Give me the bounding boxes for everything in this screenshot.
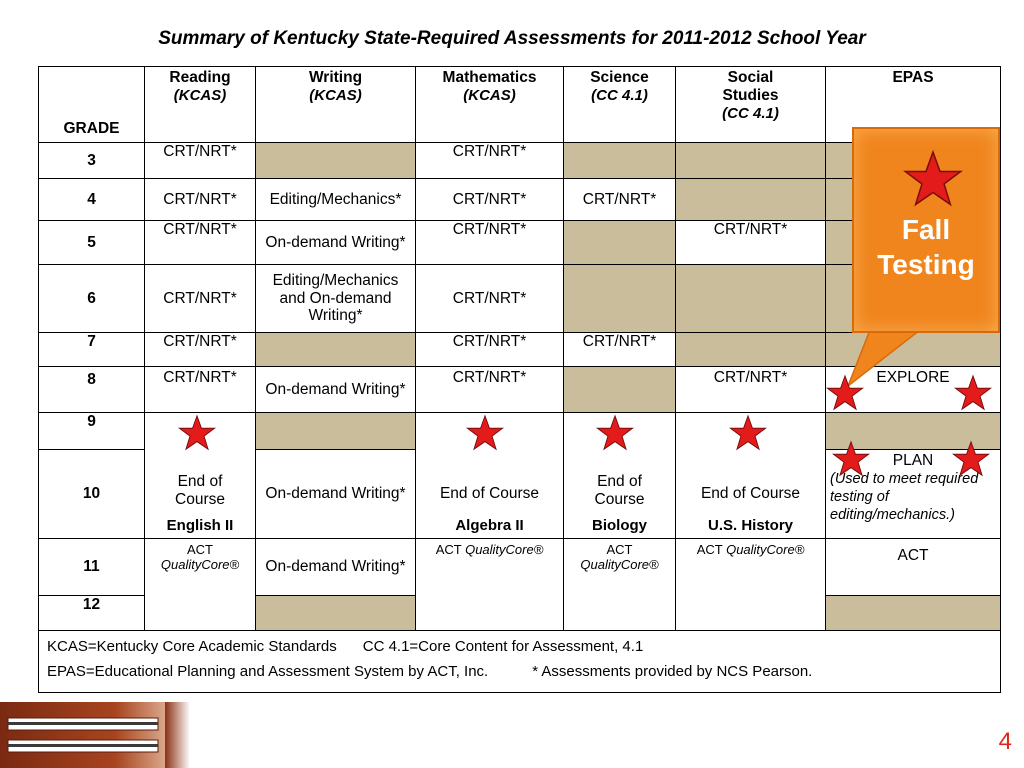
empty-cell bbox=[676, 333, 826, 367]
reading-cell: CRT/NRT* bbox=[145, 265, 256, 333]
star-icon bbox=[596, 414, 634, 452]
grade-cell: 9 bbox=[39, 413, 145, 450]
empty-cell bbox=[256, 596, 416, 631]
empty-cell bbox=[826, 596, 1001, 631]
empty-cell bbox=[676, 143, 826, 179]
grade-cell: 3 bbox=[39, 143, 145, 179]
social-act-cell: ACT QualityCore® bbox=[676, 539, 826, 631]
star-icon bbox=[729, 414, 767, 452]
writing-cell: On-demand Writing* bbox=[256, 450, 416, 539]
science-cell: CRT/NRT* bbox=[564, 333, 676, 367]
footer-row bbox=[39, 631, 1001, 693]
writing-cell: On-demand Writing* bbox=[256, 367, 416, 413]
empty-cell bbox=[676, 179, 826, 221]
writing-cell: Editing/Mechanics and On-demand Writing* bbox=[256, 265, 416, 333]
cc-note: CC 4.1=Core Content for Assessment, 4.1 bbox=[362, 638, 644, 655]
writing-cell: On-demand Writing* bbox=[256, 221, 416, 265]
reading-act-cell: ACT QualityCore® bbox=[145, 539, 256, 631]
grade-cell: 5 bbox=[39, 221, 145, 265]
page-number: 4 bbox=[998, 728, 1012, 755]
epas-header: EPAS bbox=[826, 67, 1001, 143]
epas-explore-cell: EXPLORE bbox=[826, 367, 1001, 413]
epas-act-cell: ACT bbox=[826, 539, 1001, 596]
grade-cell: 11 bbox=[39, 539, 145, 596]
star-icon bbox=[954, 374, 992, 412]
grade-cell: 8 bbox=[39, 367, 145, 413]
math-act-cell: ACT QualityCore® bbox=[416, 539, 564, 631]
writing-cell: Editing/Mechanics* bbox=[256, 179, 416, 221]
math-cell: CRT/NRT* bbox=[416, 333, 564, 367]
reading-header: Reading (KCAS) bbox=[145, 67, 256, 143]
reading-cell: CRT/NRT* bbox=[145, 221, 256, 265]
epas-plan-cell: PLAN (Used to meet required testing of editing/mechanics.) bbox=[826, 450, 1001, 539]
star-icon bbox=[826, 374, 864, 412]
writing-header: Writing (KCAS) bbox=[256, 67, 416, 143]
reading-cell: CRT/NRT* bbox=[145, 367, 256, 413]
writing-cell: On-demand Writing* bbox=[256, 539, 416, 596]
star-icon bbox=[466, 414, 504, 452]
page-title: Summary of Kentucky State-Required Assessments for 2011-2012 School Year bbox=[158, 28, 866, 49]
science-cell: CRT/NRT* bbox=[564, 179, 676, 221]
social-cell: CRT/NRT* bbox=[676, 221, 826, 265]
empty-cell bbox=[676, 265, 826, 333]
social-cell: CRT/NRT* bbox=[676, 367, 826, 413]
kcas-note: KCAS=Kentucky Core Academic Standards bbox=[47, 638, 337, 655]
grade-cell: 4 bbox=[39, 179, 145, 221]
reading-cell: CRT/NRT* bbox=[145, 143, 256, 179]
fall-testing-label: Fall Testing bbox=[877, 214, 975, 280]
science-eoc-cell: End of Course Biology bbox=[564, 413, 676, 539]
pearson-note: * Assessments provided by NCS Pearson. bbox=[532, 662, 813, 680]
math-header: Mathematics (KCAS) bbox=[416, 67, 564, 143]
empty-cell bbox=[564, 221, 676, 265]
star-icon bbox=[832, 440, 870, 478]
empty-cell bbox=[256, 143, 416, 179]
grade-cell: 7 bbox=[39, 333, 145, 367]
grade-cell: 6 bbox=[39, 265, 145, 333]
grade-cell: 10 bbox=[39, 450, 145, 539]
math-cell: CRT/NRT* bbox=[416, 179, 564, 221]
social-eoc-cell: End of Course U.S. History bbox=[676, 413, 826, 539]
decorative-bars-logo bbox=[0, 702, 190, 768]
social-studies-header: Social Studies (CC 4.1) bbox=[676, 67, 826, 143]
empty-cell bbox=[256, 333, 416, 367]
empty-cell bbox=[564, 143, 676, 179]
math-cell: CRT/NRT* bbox=[416, 143, 564, 179]
star-icon bbox=[903, 150, 963, 208]
science-act-cell: ACT QualityCore® bbox=[564, 539, 676, 631]
legend-footer bbox=[39, 631, 1001, 693]
empty-cell bbox=[564, 265, 676, 333]
epas-note: EPAS=Educational Planning and Assessment System by ACT, Inc. bbox=[47, 662, 489, 680]
empty-cell bbox=[564, 367, 676, 413]
grade-header: GRADE bbox=[39, 67, 145, 143]
science-header: Science (CC 4.1) bbox=[564, 67, 676, 143]
grade-cell: 12 bbox=[39, 596, 145, 631]
star-icon bbox=[178, 414, 216, 452]
math-cell: CRT/NRT* bbox=[416, 367, 564, 413]
math-eoc-cell: End of Course Algebra II bbox=[416, 413, 564, 539]
empty-cell bbox=[256, 413, 416, 450]
table-row bbox=[39, 539, 1001, 596]
reading-cell: CRT/NRT* bbox=[145, 179, 256, 221]
reading-cell: CRT/NRT* bbox=[145, 333, 256, 367]
star-icon bbox=[952, 440, 990, 478]
reading-eoc-cell: End of Course English II bbox=[145, 413, 256, 539]
math-cell: CRT/NRT* bbox=[416, 221, 564, 265]
math-cell: CRT/NRT* bbox=[416, 265, 564, 333]
